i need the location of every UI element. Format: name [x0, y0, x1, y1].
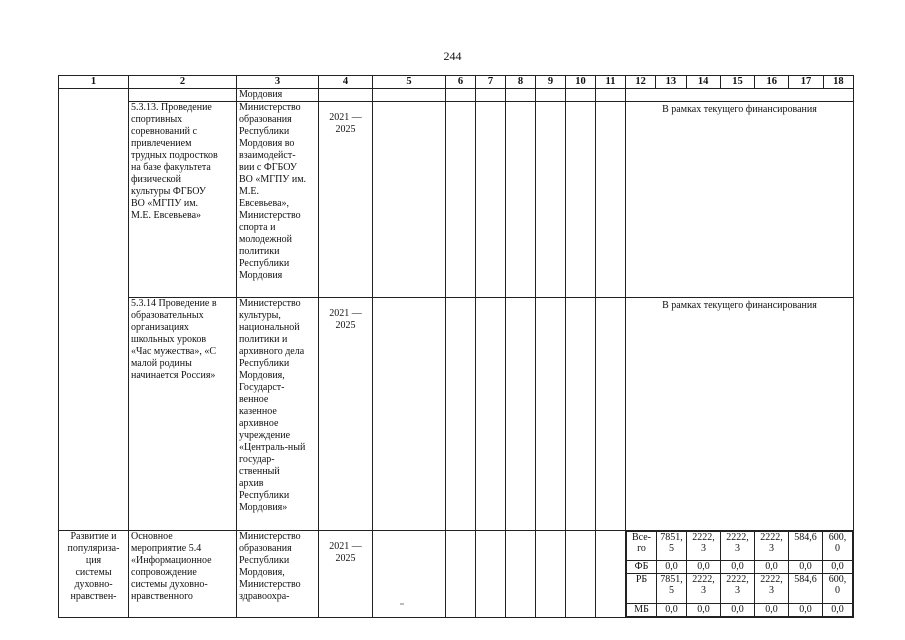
page-number: 244 — [443, 49, 462, 63]
col-header: 18 — [823, 76, 853, 89]
funding-value: 0,0 — [657, 561, 687, 574]
col-header: 16 — [755, 76, 789, 89]
col-header: 4 — [319, 76, 373, 89]
funding-value: 600, 0 — [823, 532, 853, 561]
funding-value: 0,0 — [687, 561, 721, 574]
funding-value: 600, 0 — [823, 574, 853, 603]
col-header: 10 — [566, 76, 596, 89]
funding-row — [627, 603, 853, 616]
funding-block — [626, 531, 854, 618]
table-row — [59, 89, 854, 102]
funding-value: 7851, 5 — [657, 574, 687, 603]
table-row — [59, 531, 854, 618]
col-header: 11 — [596, 76, 626, 89]
cell-executor: Министерство культуры, национальной политики и архивного дела Республики Мордовия, Государст- венное казенное архивное учреждение «Централь-ный государ- ственный архив Республики Мордовия» — [237, 298, 319, 531]
col-header: 7 — [476, 76, 506, 89]
cell-executor: Министерство образования Республики Мордовия, Министерство здравоохра- — [237, 531, 319, 618]
cell-years: 2021 — 2025 — [319, 298, 373, 531]
col-header: 9 — [536, 76, 566, 89]
funding-value: 0,0 — [721, 603, 755, 616]
col-header: 13 — [656, 76, 686, 89]
col-header: 15 — [720, 76, 754, 89]
col-header: 12 — [626, 76, 656, 89]
funding-row — [627, 574, 853, 603]
col-header: 5 — [373, 76, 446, 89]
funding-value: 584,6 — [789, 532, 823, 561]
funding-value: 584,6 — [789, 574, 823, 603]
col-header: 14 — [686, 76, 720, 89]
funding-value: 0,0 — [721, 561, 755, 574]
col-header: 1 — [59, 76, 129, 89]
funding-value: 2222, 3 — [687, 574, 721, 603]
funding-value: 0,0 — [789, 603, 823, 616]
col-header: 2 — [129, 76, 237, 89]
cell-executor: Министерство образования Республики Мордовия во взаимодейст- вии с ФГБОУ ВО «МГПУ им. М.Е. Евсевьева», Министерство спорта и молодежной политики Республики Мордовия — [237, 102, 319, 298]
funding-value: 0,0 — [755, 603, 789, 616]
funding-value: 7851, 5 — [657, 532, 687, 561]
table-row — [59, 298, 854, 531]
funding-value: 2222, 3 — [721, 532, 755, 561]
funding-value: 0,0 — [687, 603, 721, 616]
funding-row — [627, 532, 853, 561]
funding-source: РБ — [627, 574, 657, 603]
funding-value: 0,0 — [823, 561, 853, 574]
col-header: 8 — [506, 76, 536, 89]
header-row — [59, 76, 854, 89]
funding-source: ФБ — [627, 561, 657, 574]
col-header: 17 — [789, 76, 823, 89]
funding-value: 2222, 3 — [755, 532, 789, 561]
funding-value: 0,0 — [657, 603, 687, 616]
cell-executor: Мордовия — [237, 89, 319, 102]
cell-event: 5.3.13. Проведение спортивных соревнований с привлечением трудных подростков на базе факультета физической культуры ФГБОУ ВО «МГПУ им. М.Е. Евсевьева» — [129, 102, 237, 298]
funding-value: 2222, 3 — [721, 574, 755, 603]
cell-event — [129, 89, 237, 102]
scan-speck — [400, 603, 404, 605]
funding-value: 0,0 — [789, 561, 823, 574]
cell-event: 5.3.14 Проведение в образовательных организациях школьных уроков «Час мужества», «С малой родины начинается Россия» — [129, 298, 237, 531]
funding-value: 0,0 — [755, 561, 789, 574]
funding-row — [627, 561, 853, 574]
cell-goal — [59, 89, 129, 531]
funding-value: 2222, 3 — [755, 574, 789, 603]
cell-years — [319, 89, 373, 102]
funding-source: Все- го — [627, 532, 657, 561]
financing-note: В рамках текущего финансирования — [626, 102, 854, 298]
table-row — [59, 102, 854, 298]
cell-years: 2021 — 2025 — [319, 531, 373, 618]
funding-value: 2222, 3 — [687, 532, 721, 561]
funding-source: МБ — [627, 603, 657, 616]
cell-event: Основное мероприятие 5.4 «Информационное сопровождение системы духовно- нравственного — [129, 531, 237, 618]
col-header: 3 — [237, 76, 319, 89]
financing-note: В рамках текущего финансирования — [626, 298, 854, 531]
funding-value: 0,0 — [823, 603, 853, 616]
col-header: 6 — [446, 76, 476, 89]
funding-table — [626, 531, 853, 617]
program-table — [58, 75, 854, 618]
cell-years: 2021 — 2025 — [319, 102, 373, 298]
cell-goal: Развитие и популяриза- ция системы духовно- нравствен- — [59, 531, 129, 618]
